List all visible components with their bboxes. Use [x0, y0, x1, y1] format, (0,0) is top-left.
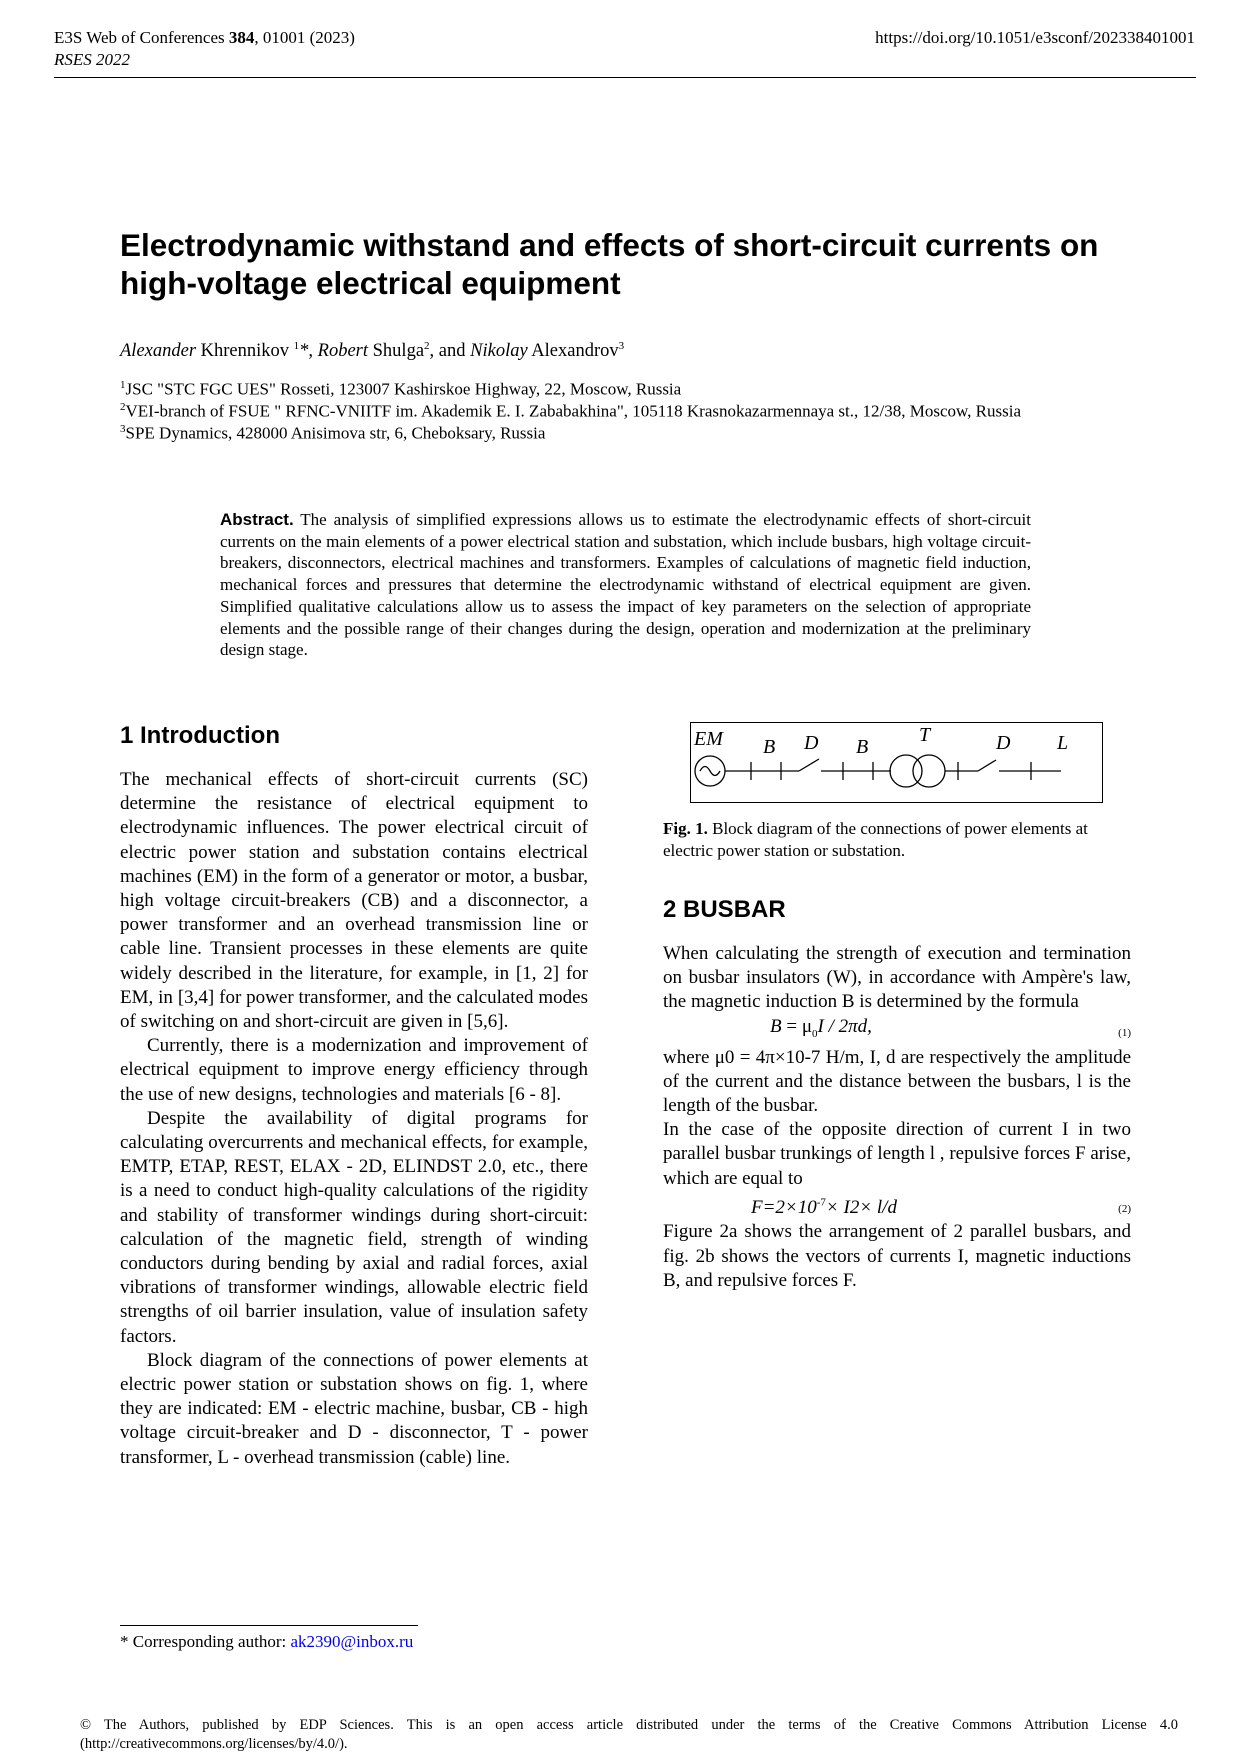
affiliation: $^3$SPE Dynamics, 428000 Anisimova str, 6, Cheboksary, Russia [120, 423, 546, 443]
circuit-diagram [691, 723, 1101, 801]
affiliation: $^1$JSC "STC FGC UES" Rosseti, 123007 Kashirskoe Highway, 22, Moscow, Russia [120, 379, 682, 399]
conference-name: RSES 2022 [54, 50, 131, 69]
left-column [120, 722, 588, 1470]
label-t: T [919, 724, 931, 746]
paragraph: When calculating the strength of execution and termination on busbar insulators (W), in accordance with Ampère's law, the magnetic induction B is determined by the formula [663, 943, 1131, 1013]
figure-1-block-diagram [690, 722, 1103, 803]
label-b: B [763, 736, 776, 758]
license-url[interactable]: (http://creativecommons.org/licenses/by/4.0/). [80, 1736, 348, 1752]
footnote-rule [120, 1625, 418, 1626]
abstract: Abstract. The analysis of simplified expressions allows us to estimate the electrodynamic effects of short-circuit currents on the main elements of a power electrical station and substation, which include busbars, high voltage circuit-breakers, disconnectors, electrical machines and transformers. Examples of calculations of magnetic field induction, mechanical forces and pressures that determine the electrodynamic withstand of electrical equipment are given. Simplified qualitative calculations allow us to assess the impact of key parameters on the selection of appropriate elements and the possible range of their changes during the design, operation and modernization at the preliminary design stage. [220, 510, 1031, 660]
section-heading-busbar: 2 BUSBAR [663, 896, 786, 923]
license-footer: © The Authors, published by EDP Sciences. This is an open access article distributed under the terms of the Creative Commons Attribution License 4.0 [80, 1717, 1178, 1733]
equation-2: $F=2\times 10^{-7}\times I2\times l/d$ (2) [751, 1196, 1131, 1219]
paragraph: Block diagram of the connections of power elements at electric power station or substation shows on fig. 1, where they are indicated: EM - electric machine, busbar, CB - high voltage circuit-breaker and D - disconnector, T - power transformer, L - overhead transmission (cable) line. [120, 1349, 588, 1468]
footnote: * Corresponding author: ak2390@inbox.ru [120, 1632, 414, 1651]
paragraph: where μ0 = 4π×10-7 H/m, I, d are respectively the amplitude of the current and the distance between the busbars, l is the length of the busbar. [663, 1046, 1131, 1117]
journal-name: E3S Web of Conferences [54, 28, 225, 47]
equation-1: $B = \mu_0I / 2\pi d$, (1) [770, 1015, 1131, 1040]
figure-1-caption: Fig. 1. Block diagram of the connections of power elements at electric power station or substation. [663, 819, 1088, 860]
paragraph: Figure 2a shows the arrangement of 2 parallel busbars, and fig. 2b shows the vectors of currents I, magnetic inductions B, and repulsive forces F. [663, 1221, 1131, 1291]
paragraph: Despite the availability of digital programs for calculating overcurrents and mechanical effects, for example, EMTP, ETAP, REST, ELAX - 2D, ELINDST 2.0, etc., there is a need to conduct high-quality calculations of the rigidity and stability of transformer windings during short-circuit: calculation of the magnetic field, strength of winding conductors during bending by axial and radial forces, axial vibrations of transformer windings, allowable electric field strengths of oil barrier insulation, value of insulation safety factors. [120, 1107, 588, 1347]
paragraph: The mechanical effects of short-circuit currents (SC) determine the resistance of electrical equipment to electrodynamic influences. The power electrical circuit of electric power station and substation contains electrical machines (EM) in the form of a generator or motor, a busbar, high voltage circuit-breakers (CB) and a disconnector, a power transformer and an overhead transmission line or cable line. Transient processes in these elements are quite widely described in the literature, for example, in [1, 2] for EM, in [3,4] for power transformer, and the calculated modes of switching on and short-circuit are given in [5,6]. [120, 769, 588, 1033]
header-rule [54, 77, 1196, 78]
affiliation: $^2$VEI-branch of FSUE " RFNC-VNIITF im. Akademik E. I. Zababakhina", 105118 Krasnokazarmennaya st., 12/38, Moscow, Russia [120, 401, 1022, 421]
label-d: D [996, 732, 1011, 754]
journal-volume: 384 [228, 28, 255, 47]
paragraph: Currently, there is a modernization and improvement of electrical equipment to improve energy efficiency through the use of new designs, technologies and materials [6 - 8]. [120, 1035, 588, 1105]
section-heading-introduction: 1 Introduction [120, 722, 280, 749]
label-d: D [804, 732, 819, 754]
label-em: EM [694, 728, 723, 750]
author-list: Alexander Khrennikov $^1$*, Robert Shulga$^2$, and Nikolay Alexandrov$^3$ [120, 340, 625, 362]
article-number: , 01001 (2023) [254, 28, 355, 47]
label-b: B [856, 736, 869, 758]
paragraph: In the case of the opposite direction of current I in two parallel busbar trunkings of length l , repulsive forces F arise, which are equal to [663, 1119, 1131, 1189]
right-column [663, 896, 1131, 1293]
paper-title: Electrodynamic withstand and effects of short-circuit currents on high-voltage electrical equipment [120, 227, 1099, 301]
doi-link[interactable]: https://doi.org/10.1051/e3sconf/202338401001 [875, 28, 1195, 47]
running-header-left [54, 27, 355, 71]
author-email-link[interactable]: ak2390@inbox.ru [290, 1632, 414, 1651]
label-l: L [1057, 732, 1069, 754]
disconnector-icon [799, 759, 819, 771]
